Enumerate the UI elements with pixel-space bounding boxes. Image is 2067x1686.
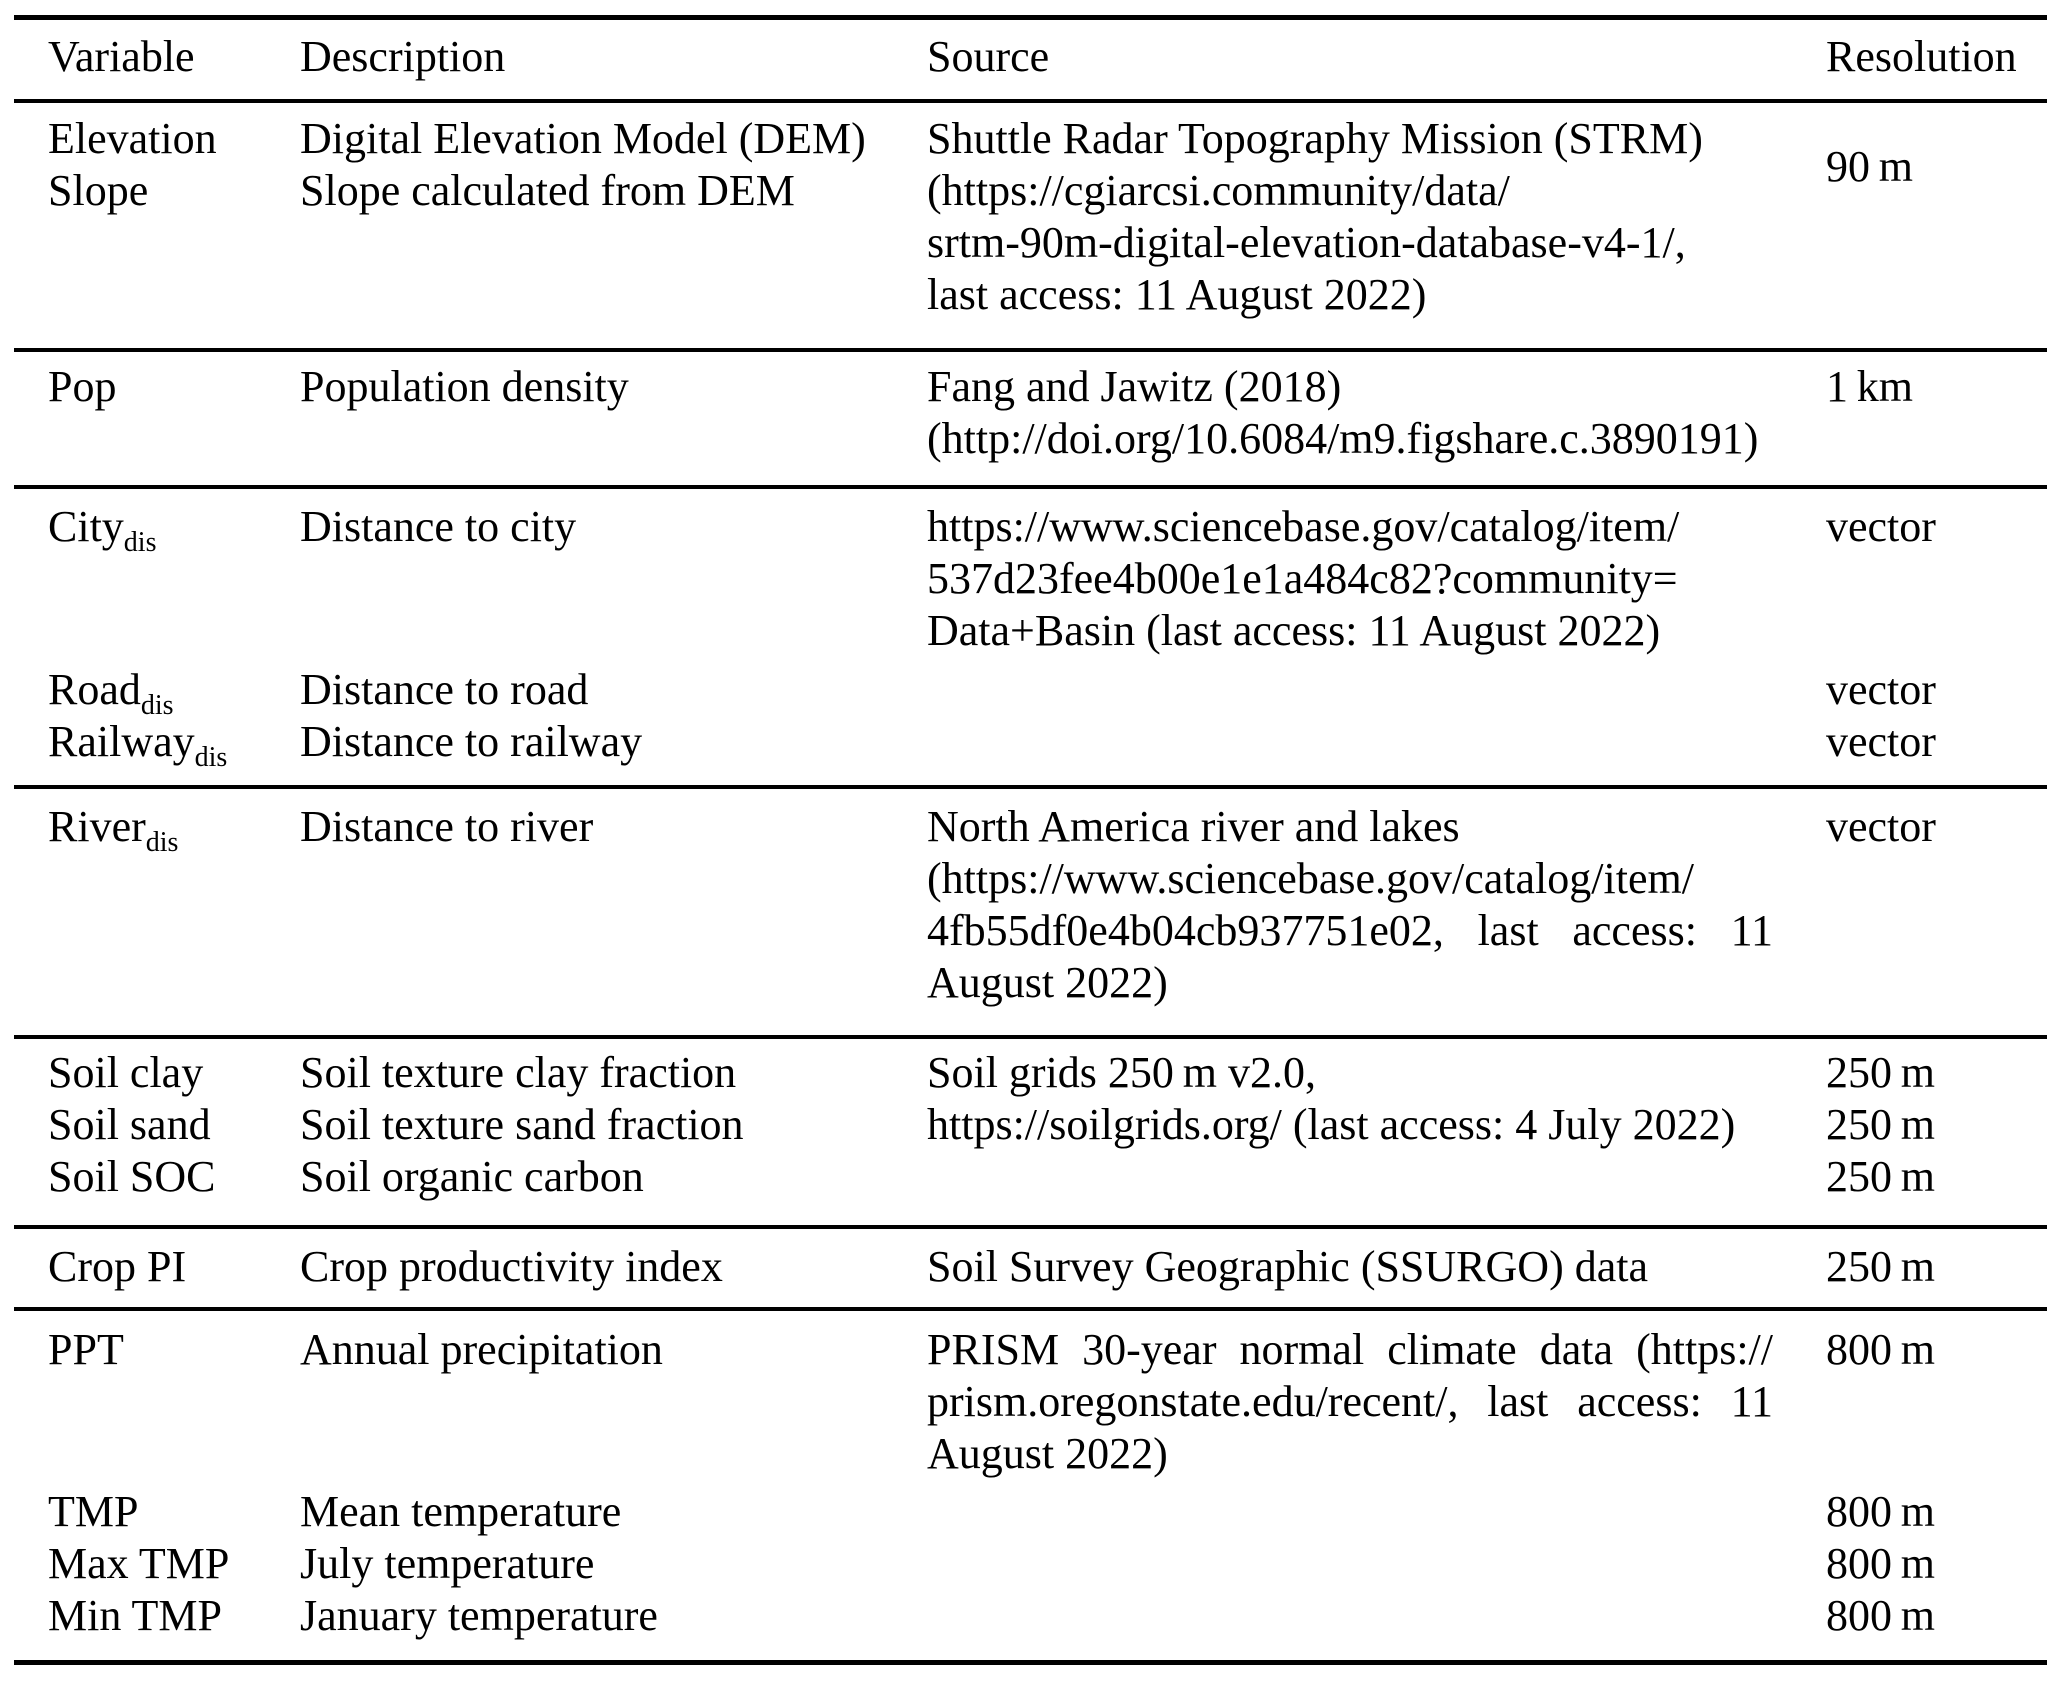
description-cell — [300, 1324, 927, 1642]
variable-line — [48, 801, 300, 858]
source-line: srtm-90m-digital-elevation-database-v4-1/, — [927, 218, 1686, 267]
source-line: Fang and Jawitz (2018) — [927, 362, 1342, 411]
variable-base: Max TMP — [48, 1539, 230, 1588]
table-section-elevation — [14, 103, 2047, 348]
description-line: January temperature — [300, 1591, 658, 1640]
variable-cell — [48, 1047, 300, 1203]
description-cell — [300, 113, 927, 321]
variable-subscript: dis — [194, 741, 228, 773]
col-header-variable: Variable — [48, 32, 195, 81]
description-line: Slope calculated from DEM — [300, 166, 795, 215]
source-cell — [927, 1241, 1826, 1293]
variable-base: Crop PI — [48, 1242, 187, 1291]
variable-base: Road — [48, 665, 141, 714]
source-line: North America river and lakes — [927, 802, 1460, 851]
spacer-line — [1826, 605, 2047, 657]
source-line: last access: 11 August 2022) — [927, 270, 1427, 319]
source-cell — [927, 361, 1826, 465]
variable-base: PPT — [48, 1325, 124, 1374]
variable-base: Min TMP — [48, 1591, 223, 1640]
description-line: Digital Elevation Model (DEM) — [300, 114, 866, 163]
variable-line — [48, 1241, 300, 1293]
table-section-river — [14, 789, 2047, 1035]
resolution-cell — [1826, 1324, 2047, 1642]
description-cell — [300, 1047, 927, 1203]
source-line: PRISM 30-year normal climate data (https:// — [927, 1325, 1773, 1374]
table-section-crop — [14, 1229, 2047, 1307]
description-cell — [300, 801, 927, 1009]
resolution-value: vector — [1826, 802, 1936, 851]
resolution-value: 250 m — [1826, 1100, 1936, 1149]
spacer-line — [300, 1428, 927, 1480]
description-line: Mean temperature — [300, 1487, 622, 1536]
variable-base: TMP — [48, 1487, 139, 1536]
description-line: Soil texture sand fraction — [300, 1100, 744, 1149]
variable-subscript: dis — [123, 526, 157, 558]
variable-line — [48, 1047, 300, 1099]
resolution-value: 800 m — [1826, 1487, 1936, 1536]
variable-base: Soil sand — [48, 1100, 211, 1149]
description-cell — [300, 1241, 927, 1293]
variable-base: Soil clay — [48, 1048, 204, 1097]
spacer-line — [1826, 1376, 2047, 1428]
spacer-line — [48, 553, 300, 605]
spacer-line — [48, 605, 300, 657]
variable-base: Pop — [48, 362, 117, 411]
resolution-value: 250 m — [1826, 1048, 1936, 1097]
description-line: Distance to river — [300, 802, 594, 851]
variable-base: Railway — [48, 717, 195, 766]
description-cell — [300, 361, 927, 465]
variable-line — [48, 1099, 300, 1151]
description-line: Population density — [300, 362, 629, 411]
variable-subscript: dis — [140, 689, 174, 721]
source-line: Shuttle Radar Topography Mission (STRM) — [927, 114, 1703, 163]
source-line: https://soilgrids.org/ (last access: 4 July 2022) — [927, 1100, 1736, 1149]
resolution-value: 800 m — [1826, 1539, 1936, 1588]
source-line: August 2022) — [927, 958, 1168, 1007]
source-cell — [927, 501, 1826, 768]
variable-cell — [48, 501, 300, 773]
variable-line — [48, 716, 300, 773]
top-margin — [0, 0, 2067, 15]
source-line: Soil grids 250 m v2.0, — [927, 1048, 1316, 1097]
variable-line — [48, 1324, 300, 1376]
spacer-line — [1826, 1428, 2047, 1480]
variable-base: Soil SOC — [48, 1152, 216, 1201]
description-line: Soil organic carbon — [300, 1152, 644, 1201]
source-line: 537d23fee4b00e1e1a484c82?community= — [927, 554, 1678, 603]
source-line: (https://cgiarcsi.community/data/ — [927, 166, 1510, 215]
table-section-population — [14, 352, 2047, 485]
description-line: July temperature — [300, 1539, 595, 1588]
resolution-value: 250 m — [1826, 1152, 1936, 1201]
description-line: Distance to railway — [300, 717, 643, 766]
table-header-row — [14, 20, 2047, 99]
resolution-value: 90 m — [1826, 142, 1914, 191]
source-line: (https://www.sciencebase.gov/catalog/item/ — [927, 854, 1694, 903]
source-line: Data+Basin (last access: 11 August 2022) — [927, 606, 1661, 655]
description-line: Distance to road — [300, 665, 589, 714]
resolution-value: 800 m — [1826, 1591, 1936, 1640]
variable-line — [48, 1538, 300, 1590]
source-cell — [927, 801, 1826, 1009]
resolution-cell — [1826, 113, 2047, 321]
resolution-cell — [1826, 501, 2047, 768]
table-section-climate — [14, 1311, 2047, 1660]
spacer-line — [1826, 553, 2047, 605]
table-bottom-rule — [14, 1660, 2047, 1665]
table-section-soil — [14, 1039, 2047, 1225]
resolution-cell — [1826, 1047, 2047, 1203]
variable-cell — [48, 801, 300, 1009]
source-line: (http://doi.org/10.6084/m9.figshare.c.3890191) — [927, 414, 1759, 463]
resolution-value: 800 m — [1826, 1325, 1936, 1374]
description-line: Annual precipitation — [300, 1325, 663, 1374]
variable-line — [48, 165, 300, 217]
resolution-cell — [1826, 1241, 2047, 1293]
description-cell — [300, 501, 927, 768]
variable-base: Elevation — [48, 114, 217, 163]
variable-line — [48, 501, 300, 558]
variable-cell — [48, 1241, 300, 1293]
variable-line — [48, 1151, 300, 1203]
spacer-line — [300, 605, 927, 657]
variable-line — [48, 664, 300, 721]
description-line: Crop productivity index — [300, 1242, 723, 1291]
variable-cell — [48, 1324, 300, 1642]
variable-line — [48, 1486, 300, 1538]
resolution-cell — [1826, 361, 2047, 465]
spacer-line — [48, 1376, 300, 1428]
source-cell — [927, 113, 1826, 321]
variable-line — [48, 113, 300, 165]
source-cell — [927, 1047, 1826, 1203]
resolution-value: vector — [1826, 717, 1936, 766]
spacer-line — [300, 1376, 927, 1428]
variable-base: Slope — [48, 166, 149, 215]
resolution-cell — [1826, 801, 2047, 1009]
spacer-line — [300, 553, 927, 605]
source-cell — [927, 1324, 1826, 1642]
resolution-value: vector — [1826, 502, 1936, 551]
source-line: https://www.sciencebase.gov/catalog/item/ — [927, 502, 1680, 551]
variable-subscript: dis — [145, 826, 179, 858]
table-section-distances — [14, 489, 2047, 785]
variable-cell — [48, 113, 300, 321]
variable-base: City — [48, 502, 124, 551]
source-line: 4fb55df0e4b04cb937751e02, last access: 11 — [927, 906, 1773, 955]
description-line: Soil texture clay fraction — [300, 1048, 737, 1097]
col-header-description: Description — [300, 32, 506, 81]
variable-cell — [48, 361, 300, 465]
col-header-resolution: Resolution — [1826, 32, 2017, 81]
spacer-line — [48, 1428, 300, 1480]
source-line: Soil Survey Geographic (SSURGO) data — [927, 1242, 1649, 1291]
resolution-value: vector — [1826, 665, 1936, 714]
source-line: prism.oregonstate.edu/recent/, last access: 11 — [927, 1377, 1773, 1426]
description-line: Distance to city — [300, 502, 577, 551]
variable-line — [48, 361, 300, 413]
source-line: August 2022) — [927, 1429, 1168, 1478]
resolution-value: 1 km — [1826, 362, 1914, 411]
variable-base: River — [48, 802, 146, 851]
resolution-value: 250 m — [1826, 1242, 1936, 1291]
variable-line — [48, 1590, 300, 1642]
col-header-source: Source — [927, 32, 1050, 81]
